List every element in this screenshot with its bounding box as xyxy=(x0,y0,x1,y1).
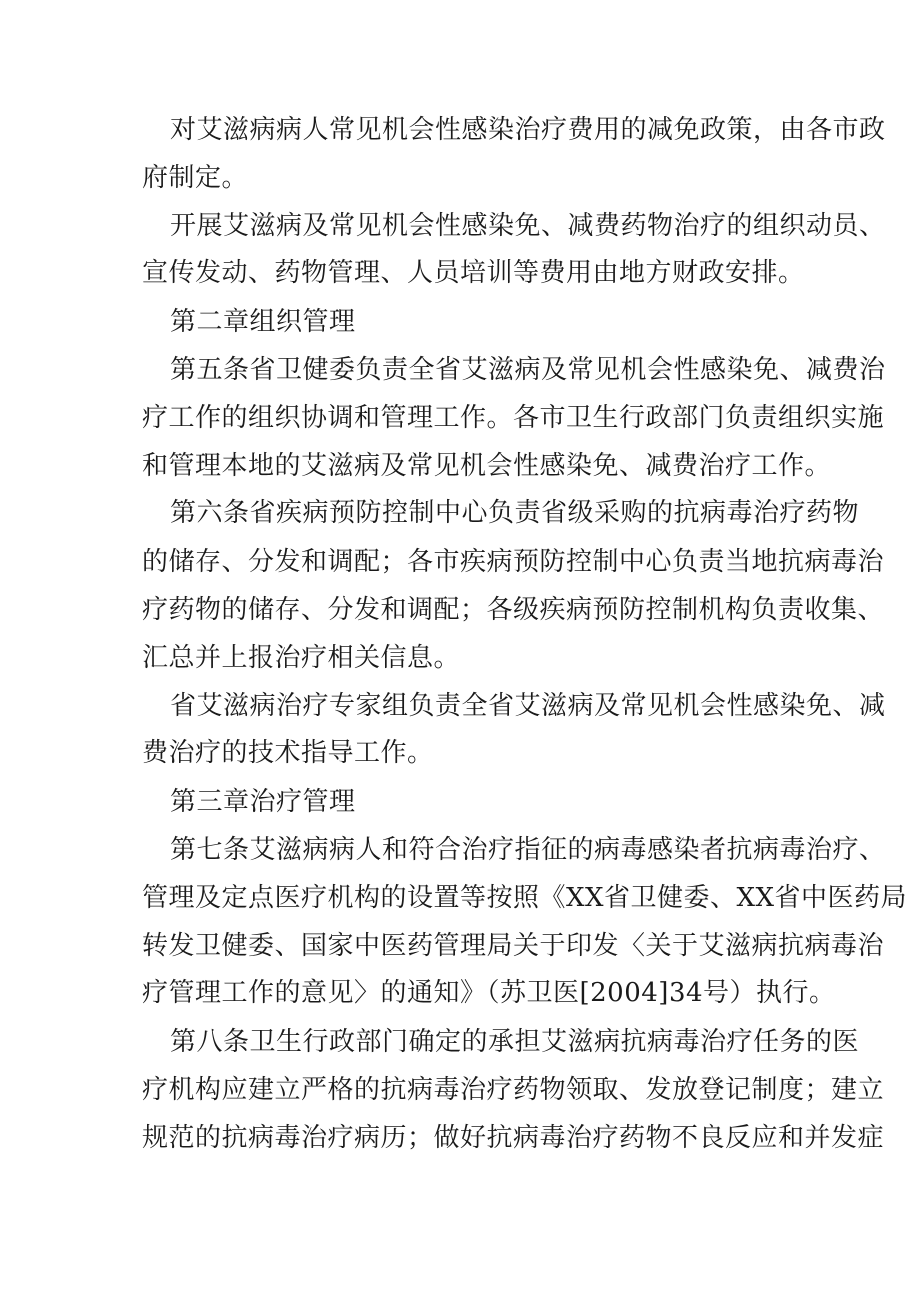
text-line: 疗工作的组织协调和管理工作。各市卫生行政部门负责组织实施 xyxy=(142,403,885,433)
text-line: 府制定。 xyxy=(142,163,249,193)
text-line: 汇总并上报治疗相关信息。 xyxy=(142,643,461,673)
text-line: 疗管理工作的意见〉的通知》（苏卫医[2004]34号）执行。 xyxy=(142,978,836,1008)
text-line: 的储存、分发和调配；各市疾病预防控制中心负责当地抗病毒治 xyxy=(142,547,885,577)
text-line: 和管理本地的艾滋病及常见机会性感染免、减费治疗工作。 xyxy=(142,451,832,481)
text-line: 第二章组织管理 xyxy=(170,307,356,337)
text-line: 第七条艾滋病病人和符合治疗指征的病毒感染者抗病毒治疗、 xyxy=(170,835,886,865)
text-line: 第八条卫生行政部门确定的承担艾滋病抗病毒治疗任务的医 xyxy=(170,1027,860,1057)
text-line: 宣传发动、药物管理、人员培训等费用由地方财政安排。 xyxy=(142,258,805,288)
text-line: 第五条省卫健委负责全省艾滋病及常见机会性感染免、减费治 xyxy=(170,355,886,385)
text-line: 开展艾滋病及常见机会性感染免、减费药物治疗的组织动员、 xyxy=(170,211,886,241)
text-line: 省艾滋病治疗专家组负责全省艾滋病及常见机会性感染免、减 xyxy=(170,691,886,721)
text-line: 疗药物的储存、分发和调配；各级疾病预防控制机构负责收集、 xyxy=(142,595,885,625)
text-line: 第三章治疗管理 xyxy=(170,787,356,817)
text-line: 对艾滋病病人常见机会性感染治疗费用的减免政策，由各市政 xyxy=(170,115,886,145)
text-line: 疗机构应建立严格的抗病毒治疗药物领取、发放登记制度；建立 xyxy=(142,1075,885,1105)
text-line: 转发卫健委、国家中医药管理局关于印发〈关于艾滋病抗病毒治 xyxy=(142,931,885,961)
text-line: 管理及定点医疗机构的设置等按照《XX省卫健委、XX省中医药局 xyxy=(142,883,908,913)
text-line: 规范的抗病毒治疗病历；做好抗病毒治疗药物不良反应和并发症 xyxy=(142,1123,885,1153)
text-line: 费治疗的技术指导工作。 xyxy=(142,738,434,768)
text-line: 第六条省疾病预防控制中心负责省级采购的抗病毒治疗药物 xyxy=(170,498,860,528)
